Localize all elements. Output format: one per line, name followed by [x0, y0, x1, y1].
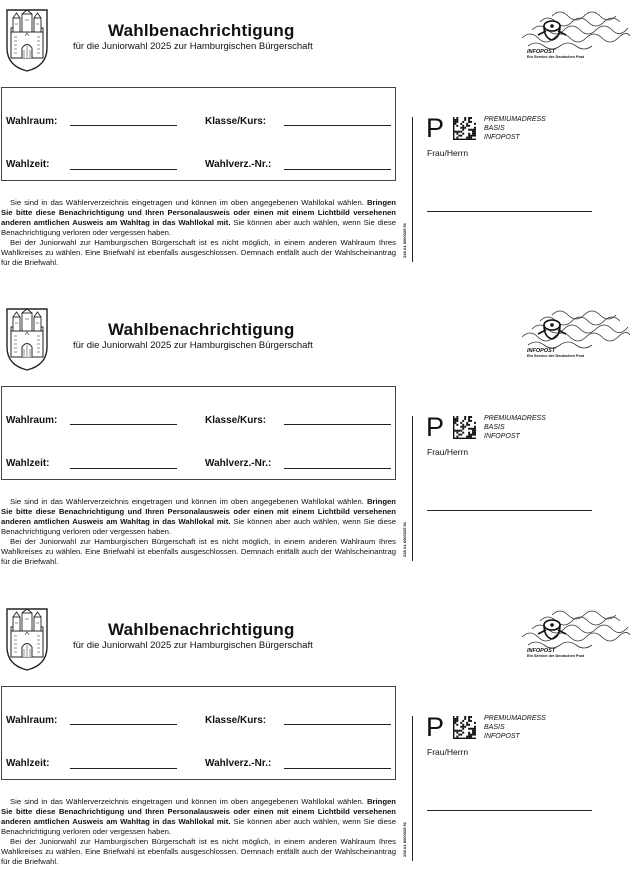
stamp-label: INFOPOST — [527, 49, 556, 55]
postage-line3: INFOPOST — [484, 134, 520, 141]
field-label-wahlverz: Wahlverz.-Nr.: — [205, 758, 272, 769]
postage-line2: BASIS — [484, 424, 505, 431]
voting-info-box — [1, 686, 396, 780]
field-line-wahlverz[interactable] — [284, 169, 391, 170]
field-label-klasse: Klasse/Kurs: — [205, 116, 267, 127]
postage-line3: INFOPOST — [484, 433, 520, 440]
stamp-subtitle: Ein Service der Deutschen Post — [527, 55, 585, 59]
notice-text — [1, 497, 396, 567]
notice-text — [1, 198, 396, 268]
fold-line — [412, 716, 413, 861]
page-title: Wahlbenachrichtigung — [108, 320, 295, 339]
postage-letter: P — [426, 412, 445, 442]
postage-line1: PREMIUMADRESS — [484, 415, 546, 422]
hamburg-coat-of-arms-icon — [5, 307, 49, 371]
field-label-klasse: Klasse/Kurs: — [205, 715, 267, 726]
postage-letter: P — [426, 712, 445, 742]
notice-para2: Bei der Juniorwahl zur Hamburgischen Bürgerschaft ist es nicht möglich, in einem anderen Wahlraum Ihres Wahlkreises zu wählen. Eine Briefwahl ist ebenfalls ausgeschlossen. Demnach entfällt auch der Wahlscheinantrag für die Briefwahl. — [1, 537, 396, 566]
stamp-subtitle: Ein Service der Deutschen Post — [527, 654, 585, 658]
election-notice-card — [0, 599, 631, 895]
address-line[interactable] — [427, 810, 592, 811]
field-label-wahlraum: Wahlraum: — [6, 116, 58, 127]
notice-para2: Bei der Juniorwahl zur Hamburgischen Bürgerschaft ist es nicht möglich, in einem anderen Wahlraum Ihres Wahlkreises zu wählen. Eine Briefwahl ist ebenfalls ausgeschlossen. Demnach entfällt auch der Wahlscheinantrag für die Briefwahl. — [1, 238, 396, 267]
notice-line1: Sie sind in das Wählerverzeichnis eingetragen und können im oben angegebenen Wahllokal wählen. — [10, 198, 364, 207]
page-subtitle: für die Juniorwahl 2025 zur Hamburgischen Bürgerschaft — [73, 41, 313, 52]
page-title: Wahlbenachrichtigung — [108, 21, 295, 40]
datamatrix-code-icon — [453, 117, 476, 140]
notice-rest: Sie können aber auch wählen, wenn Sie diese Benachrichtigung verloren oder vergessen haben. — [1, 817, 396, 836]
page-title: Wahlbenachrichtigung — [108, 620, 295, 639]
field-label-wahlverz: Wahlverz.-Nr.: — [205, 458, 272, 469]
election-notice-card — [0, 0, 631, 296]
election-notice-card — [0, 299, 631, 595]
notice-bold: Bringen Sie bitte diese Benachrichtigung und Ihren Personalausweis oder einen mit einem Lichtbild versehenen anderen amtlichen Ausweis am Wahltag in das Wahllokal mit. — [1, 198, 396, 227]
datamatrix-code-icon — [453, 716, 476, 739]
recipient-label: Frau/Herrn — [427, 148, 469, 158]
postage-info — [484, 414, 546, 441]
field-line-wahlraum[interactable] — [70, 424, 177, 425]
postage-info — [484, 714, 546, 741]
vertical-code: 228 A1 6000325 91 — [402, 522, 407, 557]
notice-rest: Sie können aber auch wählen, wenn Sie diese Benachrichtigung verloren oder vergessen haben. — [1, 218, 396, 237]
field-line-wahlzeit[interactable] — [70, 768, 177, 769]
notice-line1: Sie sind in das Wählerverzeichnis eingetragen und können im oben angegebenen Wahllokal wählen. — [10, 797, 364, 806]
stamp-label: INFOPOST — [527, 648, 556, 654]
stamp-label: INFOPOST — [527, 348, 556, 354]
notice-rest: Sie können aber auch wählen, wenn Sie diese Benachrichtigung verloren oder vergessen haben. — [1, 517, 396, 536]
page-subtitle: für die Juniorwahl 2025 zur Hamburgischen Bürgerschaft — [73, 340, 313, 351]
voting-info-box — [1, 386, 396, 480]
field-line-wahlraum[interactable] — [70, 125, 177, 126]
fold-line — [412, 416, 413, 561]
address-line[interactable] — [427, 510, 592, 511]
notice-text — [1, 797, 396, 867]
field-label-wahlzeit: Wahlzeit: — [6, 159, 50, 170]
field-label-wahlzeit: Wahlzeit: — [6, 758, 50, 769]
postage-line2: BASIS — [484, 125, 505, 132]
recipient-label: Frau/Herrn — [427, 447, 469, 457]
notice-line1: Sie sind in das Wählerverzeichnis eingetragen und können im oben angegebenen Wahllokal wählen. — [10, 497, 364, 506]
recipient-label: Frau/Herrn — [427, 747, 469, 757]
hamburg-coat-of-arms-icon — [5, 8, 49, 72]
postage-line3: INFOPOST — [484, 733, 520, 740]
field-label-wahlraum: Wahlraum: — [6, 415, 58, 426]
notice-bold: Bringen Sie bitte diese Benachrichtigung und Ihren Personalausweis oder einen mit einem Lichtbild versehenen anderen amtlichen Ausweis am Wahltag in das Wahllokal mit. — [1, 497, 396, 526]
field-line-wahlverz[interactable] — [284, 468, 391, 469]
postage-line2: BASIS — [484, 724, 505, 731]
page-subtitle: für die Juniorwahl 2025 zur Hamburgischen Bürgerschaft — [73, 640, 313, 651]
field-line-klasse[interactable] — [284, 724, 391, 725]
field-line-wahlzeit[interactable] — [70, 468, 177, 469]
stamp-subtitle: Ein Service der Deutschen Post — [527, 354, 585, 358]
field-line-klasse[interactable] — [284, 125, 391, 126]
datamatrix-code-icon — [453, 416, 476, 439]
field-line-wahlraum[interactable] — [70, 724, 177, 725]
vertical-code: 228 A1 6000325 91 — [402, 822, 407, 857]
notice-para2: Bei der Juniorwahl zur Hamburgischen Bürgerschaft ist es nicht möglich, in einem anderen Wahlraum Ihres Wahlkreises zu wählen. Eine Briefwahl ist ebenfalls ausgeschlossen. Demnach entfällt auch der Wahlscheinantrag für die Briefwahl. — [1, 837, 396, 866]
field-line-wahlverz[interactable] — [284, 768, 391, 769]
postage-letter: P — [426, 113, 445, 143]
notice-bold: Bringen Sie bitte diese Benachrichtigung und Ihren Personalausweis oder einen mit einem Lichtbild versehenen anderen amtlichen Ausweis am Wahltag in das Wahllokal mit. — [1, 797, 396, 826]
hamburg-coat-of-arms-icon — [5, 607, 49, 671]
vertical-code: 228 A1 6000325 91 — [402, 223, 407, 258]
address-line[interactable] — [427, 211, 592, 212]
field-label-wahlverz: Wahlverz.-Nr.: — [205, 159, 272, 170]
field-line-klasse[interactable] — [284, 424, 391, 425]
field-label-wahlraum: Wahlraum: — [6, 715, 58, 726]
fold-line — [412, 117, 413, 262]
field-label-klasse: Klasse/Kurs: — [205, 415, 267, 426]
postage-info — [484, 115, 546, 142]
postage-line1: PREMIUMADRESS — [484, 715, 546, 722]
postage-line1: PREMIUMADRESS — [484, 116, 546, 123]
field-line-wahlzeit[interactable] — [70, 169, 177, 170]
voting-info-box — [1, 87, 396, 181]
field-label-wahlzeit: Wahlzeit: — [6, 458, 50, 469]
